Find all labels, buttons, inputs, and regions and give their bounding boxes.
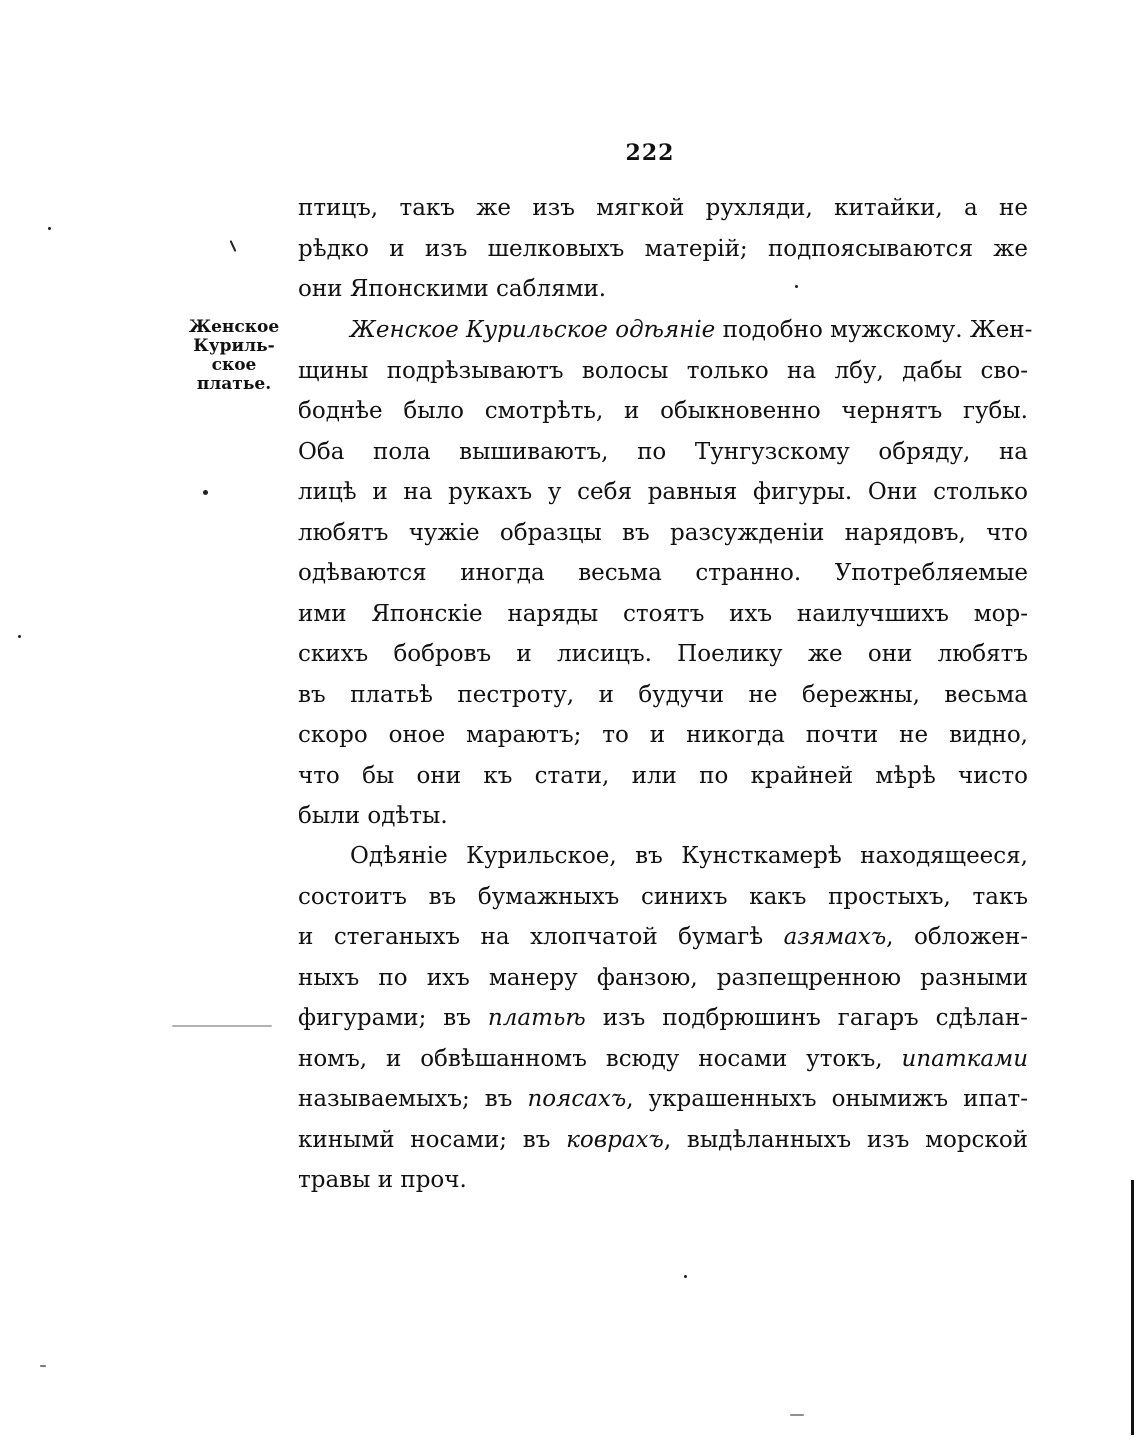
scan-speck bbox=[684, 1275, 687, 1278]
text-line: рѣдко и изъ шелковыхъ матерій; подпоясываются же bbox=[298, 235, 1028, 262]
italic-term: платьѣ bbox=[487, 1005, 586, 1031]
text-line: состоитъ въ бумажныхъ синихъ какъ простыхъ, такъ bbox=[298, 883, 1028, 910]
text-line: одѣваются иногда весьма странно. Употребляемые bbox=[298, 560, 1028, 586]
text-line bbox=[298, 310, 1033, 351]
scan-speck bbox=[795, 285, 798, 288]
paragraph-1 bbox=[298, 188, 1028, 310]
margin-note-line: Куриль- bbox=[193, 336, 275, 356]
paragraph-3 bbox=[298, 836, 1028, 1201]
text-line: скоро оное мараютъ; то и никогда почти не видно, bbox=[298, 722, 1028, 748]
scan-speck bbox=[40, 1365, 46, 1367]
text-line: скихъ бобровъ и лисицъ. Поелику же они любятъ bbox=[298, 641, 1028, 667]
text-line: Оба пола вышиваютъ, по Тунгузскому обряду, на bbox=[298, 438, 1028, 465]
text-line: лицѣ и на рукахъ у себя равныя фигуры. Они столько bbox=[298, 479, 1028, 505]
text-line bbox=[298, 1079, 1028, 1120]
text-line: травы и проч. bbox=[298, 1167, 467, 1193]
italic-heading: Женское Курильское одѣянie bbox=[350, 317, 716, 343]
italic-term: азямахъ bbox=[783, 924, 887, 950]
text-line: Одѣяніе Курильское, въ Кунсткамерѣ находящееся, bbox=[350, 843, 1028, 869]
text-fragment: , выдѣланныхъ изъ морской bbox=[663, 1126, 1028, 1153]
italic-term: коврахъ bbox=[566, 1126, 664, 1153]
text-fragment: фигурами; въ bbox=[298, 1005, 471, 1031]
text-line: въ платьѣ пестроту, и будучи не бережны, весьма bbox=[298, 681, 1028, 708]
margin-note-line: платье. bbox=[196, 374, 272, 394]
margin-note-line: ское bbox=[211, 355, 257, 375]
scan-speck bbox=[230, 240, 237, 252]
text-fragment: , украшенныхъ онымижъ ипат- bbox=[626, 1086, 1029, 1112]
scan-speck bbox=[48, 227, 51, 230]
text-line bbox=[298, 1120, 1028, 1161]
italic-term: ипатками bbox=[901, 1045, 1029, 1072]
text-fragment: изъ подбрюшинъ гагаръ сдѣлан- bbox=[602, 1005, 1029, 1031]
text-fragment: и стеганыхъ на хлопчатой бумагѣ bbox=[298, 924, 764, 950]
scan-speck bbox=[203, 490, 208, 495]
text-fragment: подобно мужскому. Жен- bbox=[722, 317, 1033, 343]
text-line bbox=[298, 998, 1028, 1039]
text-line: любятъ чужіе образцы въ разсужденіи нарядовъ, что bbox=[298, 519, 1028, 546]
text-line: что бы они къ стати, или по крайней мѣрѣ чисто bbox=[298, 762, 1028, 789]
text-line: ныхъ по ихъ манеру фанзою, разпещренною разными bbox=[298, 964, 1028, 991]
page-number: 222 bbox=[625, 140, 675, 166]
text-line: они Японскими саблями. bbox=[298, 276, 607, 302]
text-line: ими Японскіе наряды стоятъ ихъ наилучшихъ мор- bbox=[298, 600, 1028, 627]
text-line: были одѣты. bbox=[298, 803, 448, 829]
page-edge bbox=[1131, 1180, 1134, 1435]
scan-speck bbox=[790, 1414, 804, 1416]
paragraph-2 bbox=[298, 310, 1033, 837]
text-line: боднѣе было смотрѣть, и обыкновенно чернятъ губы. bbox=[298, 398, 1028, 424]
text-line: щины подрѣзываютъ волосы только на лбу, дабы сво- bbox=[298, 357, 1028, 384]
text-line: птицъ, такъ же изъ мягкой рухляди, китайки, а не bbox=[298, 195, 1028, 221]
italic-term: поясахъ bbox=[527, 1086, 627, 1112]
margin-note bbox=[186, 318, 282, 394]
text-fragment: номъ, и обвѣшанномъ всюду носами утокъ, bbox=[298, 1045, 883, 1072]
text-line bbox=[298, 1039, 1028, 1080]
text-fragment: называемыхъ; въ bbox=[298, 1086, 513, 1112]
text-line bbox=[298, 917, 1028, 958]
margin-note-line: Женское bbox=[188, 317, 280, 337]
text-fragment: , обложен- bbox=[886, 924, 1028, 950]
scan-speck bbox=[18, 635, 21, 638]
scan-speck bbox=[172, 1025, 272, 1027]
text-fragment: кинымй носами; въ bbox=[298, 1126, 551, 1153]
